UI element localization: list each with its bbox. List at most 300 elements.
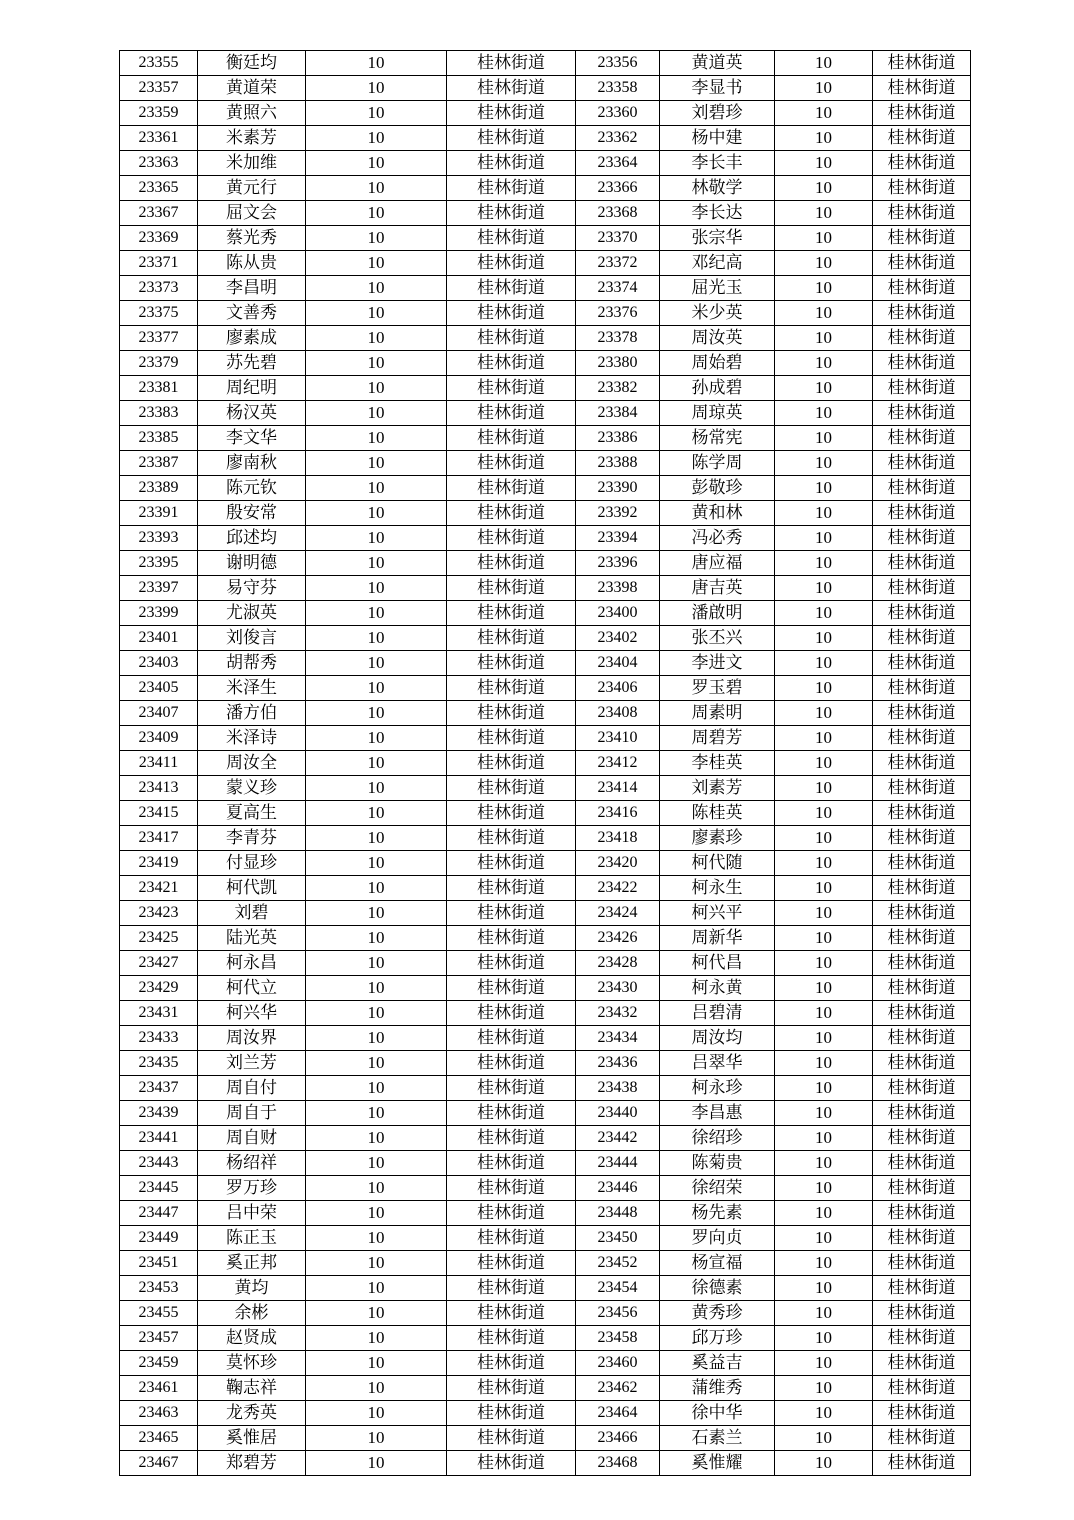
street-name-cell: 桂林街道 xyxy=(873,901,971,926)
amount-cell: 10 xyxy=(775,551,873,576)
amount-cell: 10 xyxy=(306,376,447,401)
street-name-cell: 桂林街道 xyxy=(873,1151,971,1176)
person-name-cell: 徐中华 xyxy=(660,1401,775,1426)
record-id-cell: 23376 xyxy=(576,301,660,326)
table-row xyxy=(120,826,971,851)
record-id-cell: 23442 xyxy=(576,1126,660,1151)
street-name-cell: 桂林街道 xyxy=(873,501,971,526)
record-id-cell: 23438 xyxy=(576,1076,660,1101)
record-id-cell: 23359 xyxy=(120,101,198,126)
street-name-cell: 桂林街道 xyxy=(447,151,576,176)
street-name-cell: 桂林街道 xyxy=(447,826,576,851)
person-name-cell: 周新华 xyxy=(660,926,775,951)
street-name-cell: 桂林街道 xyxy=(447,401,576,426)
record-id-cell: 23386 xyxy=(576,426,660,451)
amount-cell: 10 xyxy=(775,1176,873,1201)
street-name-cell: 桂林街道 xyxy=(873,451,971,476)
record-id-cell: 23392 xyxy=(576,501,660,526)
person-name-cell: 柯永珍 xyxy=(660,1076,775,1101)
amount-cell: 10 xyxy=(775,901,873,926)
amount-cell: 10 xyxy=(775,826,873,851)
street-name-cell: 桂林街道 xyxy=(873,1401,971,1426)
record-id-cell: 23413 xyxy=(120,776,198,801)
record-id-cell: 23415 xyxy=(120,801,198,826)
amount-cell: 10 xyxy=(775,1226,873,1251)
record-id-cell: 23371 xyxy=(120,251,198,276)
record-id-cell: 23461 xyxy=(120,1376,198,1401)
table-row xyxy=(120,226,971,251)
amount-cell: 10 xyxy=(775,76,873,101)
table-row xyxy=(120,926,971,951)
person-name-cell: 刘碧珍 xyxy=(660,101,775,126)
street-name-cell: 桂林街道 xyxy=(447,551,576,576)
amount-cell: 10 xyxy=(306,851,447,876)
street-name-cell: 桂林街道 xyxy=(447,1001,576,1026)
record-id-cell: 23453 xyxy=(120,1276,198,1301)
record-id-cell: 23358 xyxy=(576,76,660,101)
street-name-cell: 桂林街道 xyxy=(447,201,576,226)
record-id-cell: 23454 xyxy=(576,1276,660,1301)
street-name-cell: 桂林街道 xyxy=(447,376,576,401)
table-row xyxy=(120,701,971,726)
person-name-cell: 陈学周 xyxy=(660,451,775,476)
amount-cell: 10 xyxy=(306,1401,447,1426)
record-id-cell: 23378 xyxy=(576,326,660,351)
amount-cell: 10 xyxy=(775,51,873,76)
record-id-cell: 23427 xyxy=(120,951,198,976)
person-name-cell: 赵贤成 xyxy=(198,1326,306,1351)
amount-cell: 10 xyxy=(306,1276,447,1301)
amount-cell: 10 xyxy=(775,601,873,626)
record-id-cell: 23457 xyxy=(120,1326,198,1351)
street-name-cell: 桂林街道 xyxy=(873,1276,971,1301)
record-id-cell: 23450 xyxy=(576,1226,660,1251)
street-name-cell: 桂林街道 xyxy=(447,1151,576,1176)
amount-cell: 10 xyxy=(775,1101,873,1126)
table-row xyxy=(120,1051,971,1076)
table-row xyxy=(120,801,971,826)
person-name-cell: 廖素珍 xyxy=(660,826,775,851)
record-id-cell: 23360 xyxy=(576,101,660,126)
street-name-cell: 桂林街道 xyxy=(873,1426,971,1451)
person-name-cell: 徐绍珍 xyxy=(660,1126,775,1151)
person-name-cell: 殷安常 xyxy=(198,501,306,526)
person-name-cell: 杨先素 xyxy=(660,1201,775,1226)
amount-cell: 10 xyxy=(775,351,873,376)
person-name-cell: 周汝全 xyxy=(198,751,306,776)
person-name-cell: 龙秀英 xyxy=(198,1401,306,1426)
amount-cell: 10 xyxy=(775,1276,873,1301)
amount-cell: 10 xyxy=(306,1126,447,1151)
record-id-cell: 23466 xyxy=(576,1426,660,1451)
person-name-cell: 黄照六 xyxy=(198,101,306,126)
street-name-cell: 桂林街道 xyxy=(873,826,971,851)
record-id-cell: 23375 xyxy=(120,301,198,326)
street-name-cell: 桂林街道 xyxy=(873,551,971,576)
record-id-cell: 23361 xyxy=(120,126,198,151)
amount-cell: 10 xyxy=(775,451,873,476)
street-name-cell: 桂林街道 xyxy=(873,776,971,801)
record-id-cell: 23451 xyxy=(120,1251,198,1276)
street-name-cell: 桂林街道 xyxy=(447,1326,576,1351)
amount-cell: 10 xyxy=(775,1426,873,1451)
record-id-cell: 23399 xyxy=(120,601,198,626)
record-id-cell: 23426 xyxy=(576,926,660,951)
street-name-cell: 桂林街道 xyxy=(873,1251,971,1276)
street-name-cell: 桂林街道 xyxy=(873,426,971,451)
street-name-cell: 桂林街道 xyxy=(873,526,971,551)
person-name-cell: 蒙义珍 xyxy=(198,776,306,801)
person-name-cell: 罗万珍 xyxy=(198,1176,306,1201)
street-name-cell: 桂林街道 xyxy=(447,351,576,376)
person-name-cell: 胡帮秀 xyxy=(198,651,306,676)
table-row xyxy=(120,201,971,226)
record-id-cell: 23381 xyxy=(120,376,198,401)
street-name-cell: 桂林街道 xyxy=(873,1176,971,1201)
amount-cell: 10 xyxy=(775,1076,873,1101)
person-name-cell: 柯永昌 xyxy=(198,951,306,976)
record-id-cell: 23377 xyxy=(120,326,198,351)
person-name-cell: 李显书 xyxy=(660,76,775,101)
street-name-cell: 桂林街道 xyxy=(873,1026,971,1051)
person-name-cell: 周汝界 xyxy=(198,1026,306,1051)
record-id-cell: 23411 xyxy=(120,751,198,776)
person-name-cell: 李昌明 xyxy=(198,276,306,301)
amount-cell: 10 xyxy=(775,426,873,451)
record-id-cell: 23382 xyxy=(576,376,660,401)
street-name-cell: 桂林街道 xyxy=(447,251,576,276)
table-row xyxy=(120,576,971,601)
amount-cell: 10 xyxy=(775,276,873,301)
street-name-cell: 桂林街道 xyxy=(447,1226,576,1251)
amount-cell: 10 xyxy=(775,201,873,226)
amount-cell: 10 xyxy=(775,176,873,201)
amount-cell: 10 xyxy=(306,1001,447,1026)
table-row xyxy=(120,876,971,901)
street-name-cell: 桂林街道 xyxy=(447,851,576,876)
person-name-cell: 李长丰 xyxy=(660,151,775,176)
record-id-cell: 23367 xyxy=(120,201,198,226)
person-name-cell: 柯兴华 xyxy=(198,1001,306,1026)
record-id-cell: 23434 xyxy=(576,1026,660,1051)
table-row xyxy=(120,1426,971,1451)
street-name-cell: 桂林街道 xyxy=(873,1076,971,1101)
record-id-cell: 23410 xyxy=(576,726,660,751)
amount-cell: 10 xyxy=(306,1226,447,1251)
person-name-cell: 文善秀 xyxy=(198,301,306,326)
person-name-cell: 米泽诗 xyxy=(198,726,306,751)
record-id-cell: 23432 xyxy=(576,1001,660,1026)
street-name-cell: 桂林街道 xyxy=(873,651,971,676)
person-name-cell: 尤淑英 xyxy=(198,601,306,626)
amount-cell: 10 xyxy=(306,626,447,651)
street-name-cell: 桂林街道 xyxy=(447,1376,576,1401)
record-id-cell: 23383 xyxy=(120,401,198,426)
table-row xyxy=(120,51,971,76)
street-name-cell: 桂林街道 xyxy=(873,276,971,301)
street-name-cell: 桂林街道 xyxy=(447,1101,576,1126)
amount-cell: 10 xyxy=(775,1351,873,1376)
record-id-cell: 23370 xyxy=(576,226,660,251)
record-id-cell: 23424 xyxy=(576,901,660,926)
person-name-cell: 陈从贵 xyxy=(198,251,306,276)
table-row xyxy=(120,376,971,401)
record-id-cell: 23447 xyxy=(120,1201,198,1226)
person-name-cell: 潘啟明 xyxy=(660,601,775,626)
amount-cell: 10 xyxy=(306,1376,447,1401)
street-name-cell: 桂林街道 xyxy=(447,451,576,476)
person-name-cell: 周汝英 xyxy=(660,326,775,351)
amount-cell: 10 xyxy=(775,101,873,126)
amount-cell: 10 xyxy=(306,1201,447,1226)
record-id-cell: 23468 xyxy=(576,1451,660,1476)
amount-cell: 10 xyxy=(775,1326,873,1351)
person-name-cell: 周自付 xyxy=(198,1076,306,1101)
person-name-cell: 陈元钦 xyxy=(198,476,306,501)
street-name-cell: 桂林街道 xyxy=(873,1126,971,1151)
person-name-cell: 屈文会 xyxy=(198,201,306,226)
person-name-cell: 林敬学 xyxy=(660,176,775,201)
street-name-cell: 桂林街道 xyxy=(873,951,971,976)
record-id-cell: 23405 xyxy=(120,676,198,701)
amount-cell: 10 xyxy=(306,651,447,676)
table-row xyxy=(120,1226,971,1251)
table-row xyxy=(120,1401,971,1426)
person-name-cell: 柯代昌 xyxy=(660,951,775,976)
table-row xyxy=(120,326,971,351)
record-id-cell: 23418 xyxy=(576,826,660,851)
table-row xyxy=(120,751,971,776)
person-name-cell: 张丕兴 xyxy=(660,626,775,651)
street-name-cell: 桂林街道 xyxy=(873,176,971,201)
person-name-cell: 周自财 xyxy=(198,1126,306,1151)
table-row xyxy=(120,976,971,1001)
record-id-cell: 23365 xyxy=(120,176,198,201)
person-name-cell: 陈桂英 xyxy=(660,801,775,826)
amount-cell: 10 xyxy=(306,1301,447,1326)
person-name-cell: 刘碧 xyxy=(198,901,306,926)
record-id-cell: 23455 xyxy=(120,1301,198,1326)
person-name-cell: 周自于 xyxy=(198,1101,306,1126)
table-row xyxy=(120,601,971,626)
record-id-cell: 23444 xyxy=(576,1151,660,1176)
person-name-cell: 陆光英 xyxy=(198,926,306,951)
record-id-cell: 23409 xyxy=(120,726,198,751)
record-id-cell: 23362 xyxy=(576,126,660,151)
amount-cell: 10 xyxy=(775,701,873,726)
table-row xyxy=(120,176,971,201)
person-name-cell: 张宗华 xyxy=(660,226,775,251)
amount-cell: 10 xyxy=(306,101,447,126)
amount-cell: 10 xyxy=(306,1151,447,1176)
amount-cell: 10 xyxy=(306,1426,447,1451)
table-row xyxy=(120,501,971,526)
amount-cell: 10 xyxy=(306,1026,447,1051)
street-name-cell: 桂林街道 xyxy=(873,1451,971,1476)
table-row xyxy=(120,1451,971,1476)
person-name-cell: 徐绍荣 xyxy=(660,1176,775,1201)
person-name-cell: 陈正玉 xyxy=(198,1226,306,1251)
record-id-cell: 23460 xyxy=(576,1351,660,1376)
record-id-cell: 23408 xyxy=(576,701,660,726)
table-row xyxy=(120,1151,971,1176)
person-name-cell: 黄秀珍 xyxy=(660,1301,775,1326)
amount-cell: 10 xyxy=(775,1301,873,1326)
amount-cell: 10 xyxy=(306,226,447,251)
amount-cell: 10 xyxy=(775,1126,873,1151)
record-id-cell: 23449 xyxy=(120,1226,198,1251)
street-name-cell: 桂林街道 xyxy=(447,601,576,626)
record-id-cell: 23368 xyxy=(576,201,660,226)
street-name-cell: 桂林街道 xyxy=(447,1201,576,1226)
person-name-cell: 李长达 xyxy=(660,201,775,226)
amount-cell: 10 xyxy=(306,401,447,426)
person-name-cell: 柯永生 xyxy=(660,876,775,901)
record-id-cell: 23379 xyxy=(120,351,198,376)
person-name-cell: 奚惟居 xyxy=(198,1426,306,1451)
amount-cell: 10 xyxy=(306,926,447,951)
street-name-cell: 桂林街道 xyxy=(873,76,971,101)
street-name-cell: 桂林街道 xyxy=(447,751,576,776)
amount-cell: 10 xyxy=(775,1376,873,1401)
record-id-cell: 23430 xyxy=(576,976,660,1001)
record-id-cell: 23400 xyxy=(576,601,660,626)
person-name-cell: 杨绍祥 xyxy=(198,1151,306,1176)
table-row xyxy=(120,851,971,876)
table-row xyxy=(120,526,971,551)
person-name-cell: 李昌惠 xyxy=(660,1101,775,1126)
person-name-cell: 柯兴平 xyxy=(660,901,775,926)
amount-cell: 10 xyxy=(306,701,447,726)
street-name-cell: 桂林街道 xyxy=(873,1001,971,1026)
amount-cell: 10 xyxy=(775,676,873,701)
street-name-cell: 桂林街道 xyxy=(873,401,971,426)
street-name-cell: 桂林街道 xyxy=(447,801,576,826)
amount-cell: 10 xyxy=(306,1251,447,1276)
street-name-cell: 桂林街道 xyxy=(873,376,971,401)
person-name-cell: 柯永黄 xyxy=(660,976,775,1001)
person-name-cell: 冯必秀 xyxy=(660,526,775,551)
person-name-cell: 柯代立 xyxy=(198,976,306,1001)
person-name-cell: 陈菊贵 xyxy=(660,1151,775,1176)
street-name-cell: 桂林街道 xyxy=(447,101,576,126)
amount-cell: 10 xyxy=(775,326,873,351)
table-row xyxy=(120,1276,971,1301)
amount-cell: 10 xyxy=(306,426,447,451)
person-name-cell: 米少英 xyxy=(660,301,775,326)
street-name-cell: 桂林街道 xyxy=(447,51,576,76)
record-id-cell: 23443 xyxy=(120,1151,198,1176)
person-name-cell: 奚益吉 xyxy=(660,1351,775,1376)
person-name-cell: 邱万珍 xyxy=(660,1326,775,1351)
person-name-cell: 杨宣福 xyxy=(660,1251,775,1276)
person-name-cell: 谢明德 xyxy=(198,551,306,576)
record-id-cell: 23436 xyxy=(576,1051,660,1076)
street-name-cell: 桂林街道 xyxy=(447,1051,576,1076)
person-name-cell: 吕中荣 xyxy=(198,1201,306,1226)
person-name-cell: 郑碧芳 xyxy=(198,1451,306,1476)
record-id-cell: 23420 xyxy=(576,851,660,876)
street-name-cell: 桂林街道 xyxy=(873,101,971,126)
amount-cell: 10 xyxy=(306,276,447,301)
amount-cell: 10 xyxy=(775,1026,873,1051)
person-name-cell: 邓纪高 xyxy=(660,251,775,276)
table-row xyxy=(120,1126,971,1151)
person-name-cell: 易守芬 xyxy=(198,576,306,601)
street-name-cell: 桂林街道 xyxy=(447,676,576,701)
person-name-cell: 廖南秋 xyxy=(198,451,306,476)
record-id-cell: 23456 xyxy=(576,1301,660,1326)
amount-cell: 10 xyxy=(306,601,447,626)
person-name-cell: 刘俊言 xyxy=(198,626,306,651)
person-name-cell: 米泽生 xyxy=(198,676,306,701)
table-row xyxy=(120,1101,971,1126)
person-name-cell: 徐德素 xyxy=(660,1276,775,1301)
person-name-cell: 周纪明 xyxy=(198,376,306,401)
record-id-cell: 23357 xyxy=(120,76,198,101)
amount-cell: 10 xyxy=(306,551,447,576)
table-row xyxy=(120,1001,971,1026)
table-row xyxy=(120,1251,971,1276)
table-row xyxy=(120,1326,971,1351)
amount-cell: 10 xyxy=(775,976,873,1001)
street-name-cell: 桂林街道 xyxy=(447,476,576,501)
amount-cell: 10 xyxy=(306,1101,447,1126)
street-name-cell: 桂林街道 xyxy=(447,876,576,901)
street-name-cell: 桂林街道 xyxy=(447,701,576,726)
amount-cell: 10 xyxy=(306,726,447,751)
amount-cell: 10 xyxy=(775,776,873,801)
person-name-cell: 米加维 xyxy=(198,151,306,176)
street-name-cell: 桂林街道 xyxy=(873,626,971,651)
table-row xyxy=(120,1176,971,1201)
person-name-cell: 黄和林 xyxy=(660,501,775,526)
person-name-cell: 邱述均 xyxy=(198,526,306,551)
street-name-cell: 桂林街道 xyxy=(447,126,576,151)
record-id-cell: 23401 xyxy=(120,626,198,651)
amount-cell: 10 xyxy=(306,951,447,976)
table-row xyxy=(120,451,971,476)
record-id-cell: 23402 xyxy=(576,626,660,651)
table-row xyxy=(120,301,971,326)
amount-cell: 10 xyxy=(306,151,447,176)
record-id-cell: 23389 xyxy=(120,476,198,501)
street-name-cell: 桂林街道 xyxy=(447,1026,576,1051)
person-name-cell: 黄元行 xyxy=(198,176,306,201)
street-name-cell: 桂林街道 xyxy=(873,151,971,176)
record-id-cell: 23363 xyxy=(120,151,198,176)
amount-cell: 10 xyxy=(306,451,447,476)
person-name-cell: 苏先碧 xyxy=(198,351,306,376)
person-name-cell: 莫怀珍 xyxy=(198,1351,306,1376)
table-row xyxy=(120,126,971,151)
table-row xyxy=(120,901,971,926)
record-id-cell: 23429 xyxy=(120,976,198,1001)
amount-cell: 10 xyxy=(306,901,447,926)
street-name-cell: 桂林街道 xyxy=(873,701,971,726)
person-name-cell: 黄道荣 xyxy=(198,76,306,101)
record-id-cell: 23441 xyxy=(120,1126,198,1151)
record-id-cell: 23387 xyxy=(120,451,198,476)
street-name-cell: 桂林街道 xyxy=(873,876,971,901)
record-id-cell: 23464 xyxy=(576,1401,660,1426)
roster-table xyxy=(119,50,971,1476)
table-row xyxy=(120,1201,971,1226)
table-row xyxy=(120,351,971,376)
street-name-cell: 桂林街道 xyxy=(873,801,971,826)
street-name-cell: 桂林街道 xyxy=(447,426,576,451)
amount-cell: 10 xyxy=(775,1001,873,1026)
